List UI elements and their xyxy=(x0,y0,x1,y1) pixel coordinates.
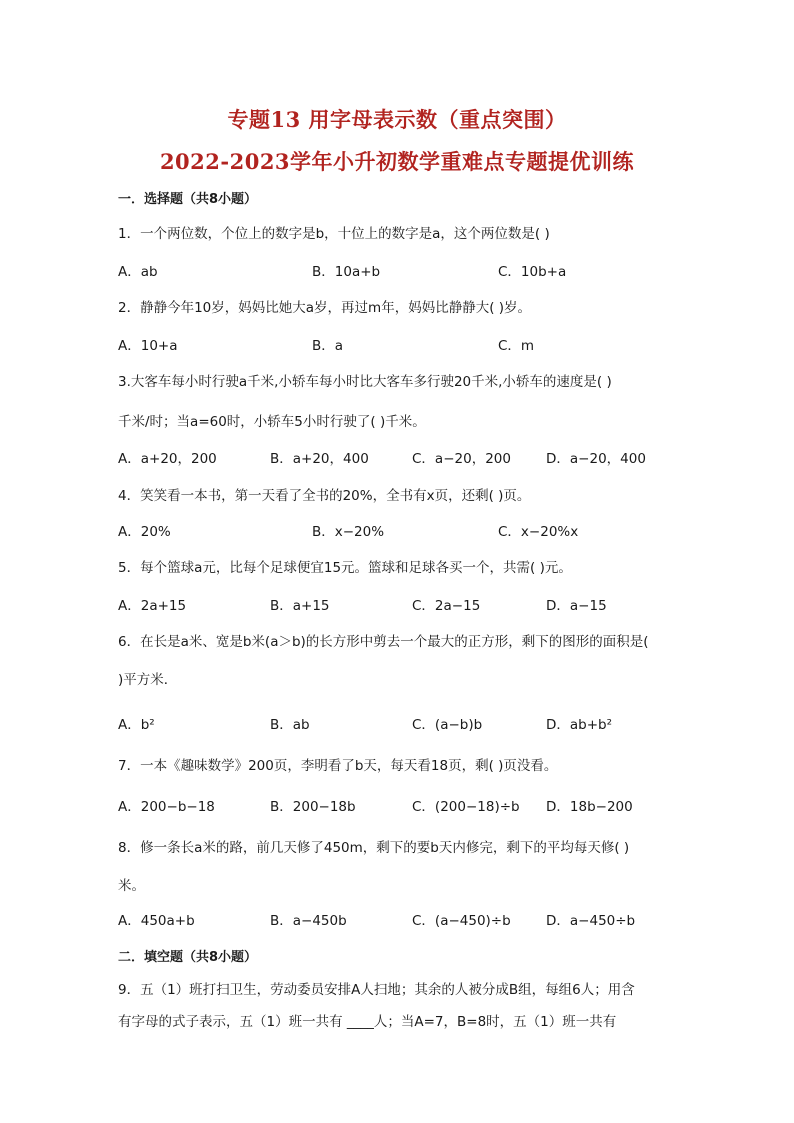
q8-option-a: A．450a+b xyxy=(118,913,195,929)
document-subtitle: 2022-2023学年小升初数学重难点专题提优训练 xyxy=(159,149,635,174)
question-7: 7．一本《趣味数学》200页，李明看了b天，每天看18页，剩( )页没看。 xyxy=(118,758,558,774)
q5-option-a: A．2a+15 xyxy=(118,598,187,614)
q8-option-c: C．(a−450)÷b xyxy=(412,913,511,929)
question-9-line-1: 9．五（1）班打扫卫生，劳动委员安排A人扫地；其余的人被分成B组，每组6人；用含 xyxy=(118,982,635,998)
q5-option-c: C．2a−15 xyxy=(412,598,481,614)
q3-option-b: B．a+20，400 xyxy=(270,451,369,467)
question-3-line-2: 千米/时；当a=60时，小轿车5小时行驶了( )千米。 xyxy=(118,414,426,430)
q5-option-b: B．a+15 xyxy=(270,598,330,614)
question-9-line-2: 有字母的式子表示，五（1）班一共有 ____人；当A=7，B=8时，五（1）班一共有 xyxy=(118,1014,617,1030)
question-4: 4．笑笑看一本书，第一天看了全书的20%，全书有x页，还剩( )页。 xyxy=(118,488,531,504)
section-heading-fill: 二．填空题（共8小题） xyxy=(118,950,258,965)
q3-option-a: A．a+20，200 xyxy=(118,451,217,467)
q5-option-d: D．a−15 xyxy=(546,598,607,614)
q3-option-c: C．a−20，200 xyxy=(412,451,511,467)
section-heading-choice: 一．选择题（共8小题） xyxy=(118,192,258,207)
q7-option-b: B．200−18b xyxy=(270,799,356,815)
q1-option-a: A．ab xyxy=(118,264,158,280)
q4-option-b: B．x−20% xyxy=(312,524,385,540)
q6-option-d: D．ab+b² xyxy=(546,717,613,733)
document-title: 专题13 用字母表示数（重点突围） xyxy=(227,107,567,132)
q1-option-c: C．10b+a xyxy=(498,264,567,280)
q4-option-c: C．x−20%x xyxy=(498,524,579,540)
q7-option-d: D．18b−200 xyxy=(546,799,633,815)
q7-option-a: A．200−b−18 xyxy=(118,799,215,815)
question-3-line-1: 3.大客车每小时行驶a千米,小轿车每小时比大客车多行驶20千米,小轿车的速度是( ) xyxy=(118,374,612,390)
question-1: 1．一个两位数，个位上的数字是b，十位上的数字是a，这个两位数是( ) xyxy=(118,226,550,242)
question-6-line-1: 6．在长是a米、宽是b米(a＞b)的长方形中剪去一个最大的正方形，剩下的图形的面积是( xyxy=(118,634,649,650)
q2-option-a: A．10+a xyxy=(118,338,178,354)
q2-option-c: C．m xyxy=(498,338,535,354)
q7-option-c: C．(200−18)÷b xyxy=(412,799,520,815)
q6-option-c: C．(a−b)b xyxy=(412,717,483,733)
q6-option-a: A．b² xyxy=(118,717,155,733)
q6-option-b: B．ab xyxy=(270,717,310,733)
question-2: 2．静静今年10岁，妈妈比她大a岁，再过m年，妈妈比静静大( )岁。 xyxy=(118,300,532,316)
question-5: 5．每个篮球a元，比每个足球便宜15元。篮球和足球各买一个，共需( )元。 xyxy=(118,560,572,576)
question-8-line-2: 米。 xyxy=(118,878,145,894)
question-6-line-2: )平方米． xyxy=(118,672,178,688)
q8-option-d: D．a−450÷b xyxy=(546,913,636,929)
q8-option-b: B．a−450b xyxy=(270,913,347,929)
q4-option-a: A．20% xyxy=(118,524,171,540)
q3-option-d: D．a−20，400 xyxy=(546,451,646,467)
question-8-line-1: 8．修一条长a米的路，前几天修了450m，剩下的要b天内修完，剩下的平均每天修( ) xyxy=(118,840,630,856)
q1-option-b: B．10a+b xyxy=(312,264,381,280)
q2-option-b: B．a xyxy=(312,338,344,354)
